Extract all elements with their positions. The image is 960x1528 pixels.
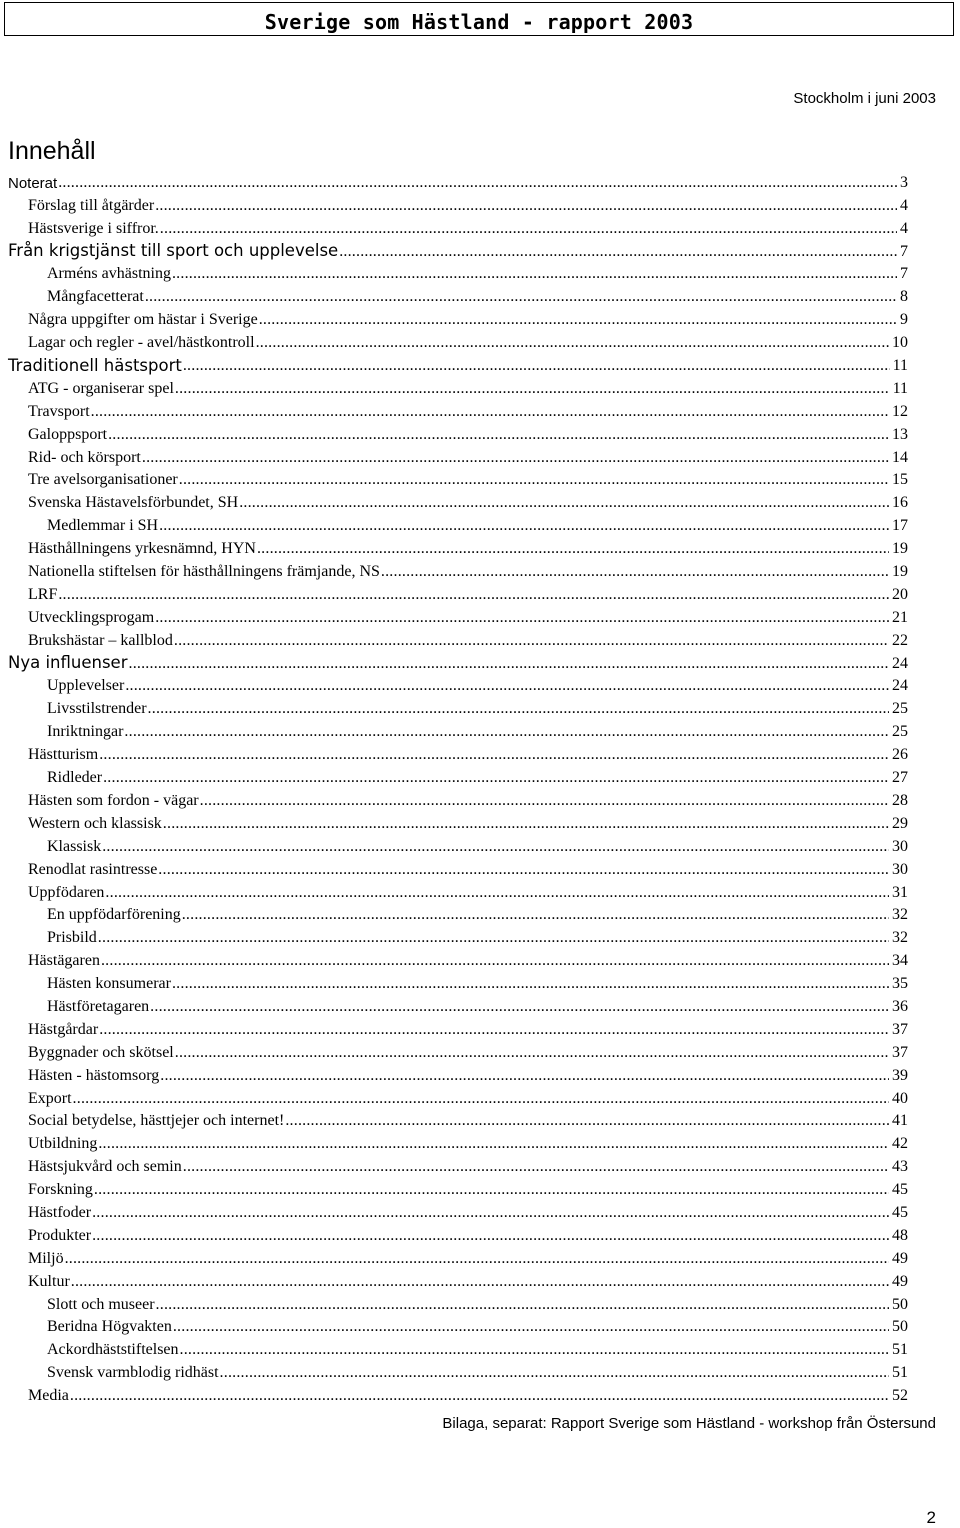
toc-entry[interactable] (8, 351, 908, 374)
toc-dot-leader (91, 404, 889, 420)
toc-entry-page: 29 (892, 814, 908, 832)
toc-entry-page: 42 (892, 1135, 908, 1153)
toc-entry-page: 21 (892, 608, 908, 626)
toc-dot-leader (58, 175, 897, 191)
toc-entry-label: Utvecklingsprogam (28, 608, 155, 626)
toc-entry[interactable] (8, 1381, 908, 1404)
toc-dot-leader (158, 862, 889, 878)
appendix-note: Bilaga, separat: Rapport Sverige som Hästland - workshop från Östersund (442, 1415, 936, 1432)
toc-dot-leader (257, 541, 889, 557)
toc-dot-leader (381, 564, 889, 580)
toc-entry-page: 7 (900, 265, 908, 283)
toc-entry-label: Utbildning (28, 1135, 98, 1153)
toc-entry[interactable] (8, 534, 908, 557)
toc-dot-leader (155, 198, 897, 214)
toc-entry-page: 19 (892, 540, 908, 558)
toc-entry-label: Medlemmar i SH (47, 517, 159, 535)
toc-dot-leader (172, 976, 889, 992)
toc-entry-page: 16 (892, 494, 908, 512)
toc-entry[interactable] (8, 1335, 908, 1358)
toc-entry-page: 39 (892, 1066, 908, 1084)
toc-dot-leader (160, 221, 897, 237)
toc-entry-page: 32 (892, 906, 908, 924)
toc-entry-label: Forskning (28, 1181, 93, 1199)
toc-entry[interactable] (8, 237, 908, 260)
toc-entry-page: 31 (892, 883, 908, 901)
toc-entry[interactable] (8, 855, 908, 878)
table-of-contents (8, 168, 908, 1404)
toc-entry-page: 28 (892, 791, 908, 809)
toc-entry-label: Hästturism (28, 746, 99, 764)
toc-dot-leader (70, 1388, 889, 1404)
toc-entry-label: Uppfödaren (28, 883, 105, 901)
toc-entry-label: Ridleder (47, 769, 103, 787)
toc-entry[interactable] (8, 374, 908, 397)
toc-entry[interactable] (8, 740, 908, 763)
toc-entry-label: Galoppsport (28, 425, 108, 443)
toc-dot-leader (99, 1022, 889, 1038)
toc-entry[interactable] (8, 260, 908, 283)
toc-entry-label: Miljö (28, 1249, 64, 1267)
toc-entry-label: Hästgårdar (28, 1020, 99, 1038)
toc-entry[interactable] (8, 603, 908, 626)
page-number: 2 (926, 1508, 936, 1527)
toc-entry-label: Traditionell hästsport (8, 355, 182, 375)
toc-entry[interactable] (8, 1244, 908, 1267)
toc-entry-label: Hästen som fordon - vägar (28, 791, 199, 809)
toc-entry-page: 48 (892, 1226, 908, 1244)
toc-entry[interactable] (8, 1198, 908, 1221)
toc-dot-leader (125, 678, 889, 694)
toc-dot-leader (129, 656, 890, 672)
toc-entry[interactable] (8, 1152, 908, 1175)
toc-entry-label: LRF (28, 585, 58, 603)
toc-entry-label: Social betydelse, hästtjejer och internet! (28, 1112, 285, 1130)
toc-entry-label: Hästhållningens yrkesnämnd, HYN (28, 540, 256, 558)
toc-entry-page: 15 (892, 471, 908, 489)
toc-entry[interactable] (8, 1061, 908, 1084)
toc-entry-page: 50 (892, 1295, 908, 1313)
toc-dot-leader (256, 335, 889, 351)
toc-dot-leader (73, 1091, 889, 1107)
toc-entry-page: 17 (892, 517, 908, 535)
toc-entry-page: 8 (900, 288, 908, 306)
toc-entry-label: Prisbild (47, 929, 97, 947)
toc-dot-leader (155, 610, 889, 626)
place-date: Stockholm i juni 2003 (793, 90, 936, 107)
toc-entry[interactable] (8, 992, 908, 1015)
toc-entry-page: 13 (892, 425, 908, 443)
toc-dot-leader (98, 930, 889, 946)
toc-entry[interactable] (8, 626, 908, 649)
toc-entry-label: Ackordhäststiftelsen (47, 1341, 179, 1359)
toc-entry-label: ATG - organiserar spel (28, 379, 174, 397)
toc-entry-label: Mångfacetterat (47, 288, 144, 306)
toc-dot-leader (108, 427, 889, 443)
toc-entry-label: Hästföretagaren (47, 997, 150, 1015)
toc-dot-leader (183, 1159, 889, 1175)
toc-entry[interactable] (8, 420, 908, 443)
toc-entry-page: 34 (892, 952, 908, 970)
toc-entry[interactable] (8, 1107, 908, 1130)
toc-entry-label: Upplevelser (47, 677, 125, 695)
toc-dot-leader (172, 266, 897, 282)
toc-dot-leader (179, 472, 889, 488)
toc-entry[interactable] (8, 1038, 908, 1061)
toc-entry-page: 37 (892, 1020, 908, 1038)
toc-entry[interactable] (8, 809, 908, 832)
toc-entry-page: 11 (892, 357, 908, 375)
toc-dot-leader (200, 793, 889, 809)
toc-entry-label: Media (28, 1387, 69, 1405)
toc-entry[interactable] (8, 946, 908, 969)
header-box (4, 2, 954, 36)
toc-entry[interactable] (8, 168, 908, 191)
toc-entry-page: 26 (892, 746, 908, 764)
toc-dot-leader (145, 289, 897, 305)
toc-entry[interactable] (8, 1313, 908, 1336)
toc-entry[interactable] (8, 282, 908, 305)
toc-entry-page: 49 (892, 1249, 908, 1267)
toc-entry-label: Hästägaren (28, 952, 100, 970)
toc-entry-page: 32 (892, 929, 908, 947)
toc-entry-label: Nya influenser (8, 653, 128, 673)
toc-entry[interactable] (8, 328, 908, 351)
toc-entry-page: 36 (892, 997, 908, 1015)
toc-entry[interactable] (8, 1084, 908, 1107)
toc-entry-label: Inriktningar (47, 723, 124, 741)
document-title: Sverige som Hästland - rapport 2003 (264, 10, 694, 34)
toc-entry[interactable] (8, 1290, 908, 1313)
toc-entry-label: En uppfödarförening (47, 906, 181, 924)
toc-entry[interactable] (8, 901, 908, 924)
toc-entry-label: Lagar och regler - avel/hästkontroll (28, 334, 255, 352)
toc-entry-label: Hästsverige i siffror. (28, 219, 159, 237)
toc-entry-label: Hästen konsumerar (47, 975, 171, 993)
toc-entry-page: 45 (892, 1181, 908, 1199)
toc-entry-label: Beridna Högvakten (47, 1318, 172, 1336)
toc-entry-label: Western och klassisk (28, 814, 162, 832)
toc-entry[interactable] (8, 1129, 908, 1152)
toc-entry-page: 45 (892, 1203, 908, 1221)
toc-entry[interactable] (8, 443, 908, 466)
toc-dot-leader (71, 1274, 889, 1290)
toc-entry[interactable] (8, 511, 908, 534)
toc-dot-leader (285, 1113, 889, 1129)
toc-entry-page: 10 (892, 334, 908, 352)
toc-dot-leader (124, 724, 889, 740)
toc-entry-page: 30 (892, 837, 908, 855)
toc-entry-label: Travsport (28, 402, 90, 420)
toc-entry-page: 11 (892, 379, 908, 397)
toc-dot-leader (182, 907, 889, 923)
toc-entry[interactable] (8, 878, 908, 901)
toc-entry[interactable] (8, 923, 908, 946)
toc-entry[interactable] (8, 786, 908, 809)
toc-entry-page: 7 (900, 242, 908, 260)
toc-entry-page: 9 (900, 311, 908, 329)
toc-entry-label: Tre avelsorganisationer (28, 471, 178, 489)
toc-entry[interactable] (8, 832, 908, 855)
toc-entry-page: 51 (892, 1364, 908, 1382)
toc-entry[interactable] (8, 717, 908, 740)
toc-entry-label: Brukshästar – kallblod (28, 631, 173, 649)
toc-entry-page: 52 (892, 1387, 908, 1405)
toc-dot-leader (175, 1045, 889, 1061)
toc-entry-label: Svensk varmblodig ridhäst (47, 1364, 219, 1382)
toc-dot-leader (180, 1342, 889, 1358)
toc-entry-page: 4 (900, 219, 908, 237)
toc-entry[interactable] (8, 466, 908, 489)
toc-entry[interactable] (8, 214, 908, 237)
toc-entry-label: Renodlat rasintresse (28, 860, 158, 878)
toc-entry-page: 22 (892, 631, 908, 649)
toc-dot-leader (239, 495, 889, 511)
toc-dot-leader (175, 381, 890, 397)
toc-dot-leader (183, 358, 890, 374)
toc-entry-label: Produkter (28, 1226, 92, 1244)
toc-entry[interactable] (8, 694, 908, 717)
toc-entry[interactable] (8, 672, 908, 695)
toc-entry-label: Några uppgifter om hästar i Sverige (28, 311, 258, 329)
toc-dot-leader (259, 312, 897, 328)
toc-entry-label: Export (28, 1089, 72, 1107)
toc-entry-page: 4 (900, 196, 908, 214)
toc-entry-page: 19 (892, 563, 908, 581)
toc-entry-label: Noterat (8, 174, 58, 192)
toc-dot-leader (102, 839, 889, 855)
toc-entry[interactable] (8, 649, 908, 672)
toc-dot-leader (163, 816, 889, 832)
toc-entry-page: 14 (892, 448, 908, 466)
toc-entry[interactable] (8, 191, 908, 214)
toc-entry[interactable] (8, 1221, 908, 1244)
toc-entry-page: 49 (892, 1272, 908, 1290)
toc-entry[interactable] (8, 488, 908, 511)
toc-dot-leader (220, 1365, 889, 1381)
toc-dot-leader (174, 633, 889, 649)
toc-entry-label: Kultur (28, 1272, 70, 1290)
toc-entry[interactable] (8, 397, 908, 420)
toc-entry-page: 30 (892, 860, 908, 878)
toc-entry-page: 25 (892, 723, 908, 741)
toc-entry-page: 51 (892, 1341, 908, 1359)
toc-entry-label: Byggnader och skötsel (28, 1043, 174, 1061)
toc-dot-leader (58, 587, 889, 603)
toc-dot-leader (173, 1319, 889, 1335)
toc-entry-label: Rid- och körsport (28, 448, 141, 466)
toc-dot-leader (92, 1228, 889, 1244)
toc-entry[interactable] (8, 1267, 908, 1290)
toc-dot-leader (65, 1251, 889, 1267)
toc-dot-leader (159, 518, 889, 534)
toc-entry-label: Hästen - hästomsorg (28, 1066, 160, 1084)
toc-dot-leader (160, 1068, 889, 1084)
toc-entry-label: Hästsjukvård och semin (28, 1158, 182, 1176)
toc-dot-leader (101, 953, 889, 969)
toc-entry-page: 3 (900, 173, 908, 191)
toc-entry-label: Svenska Hästavelsförbundet, SH (28, 494, 239, 512)
toc-entry-label: Slott och museer (47, 1295, 155, 1313)
toc-entry-page: 50 (892, 1318, 908, 1336)
toc-entry-page: 27 (892, 769, 908, 787)
toc-dot-leader (148, 701, 889, 717)
toc-entry-page: 25 (892, 700, 908, 718)
toc-entry-page: 43 (892, 1158, 908, 1176)
toc-entry[interactable] (8, 557, 908, 580)
toc-entry-label: Hästfoder (28, 1203, 92, 1221)
toc-dot-leader (103, 770, 889, 786)
toc-entry-page: 20 (892, 585, 908, 603)
toc-entry[interactable] (8, 763, 908, 786)
toc-entry-label: Klassisk (47, 837, 102, 855)
toc-entry-page: 37 (892, 1043, 908, 1061)
toc-dot-leader (156, 1297, 889, 1313)
toc-dot-leader (339, 244, 897, 260)
toc-dot-leader (92, 1205, 889, 1221)
toc-entry-label: Arméns avhästning (47, 265, 171, 283)
toc-entry-page: 41 (892, 1112, 908, 1130)
toc-entry[interactable] (8, 969, 908, 992)
toc-entry[interactable] (8, 1015, 908, 1038)
toc-entry-page: 35 (892, 975, 908, 993)
toc-entry-page: 24 (892, 654, 908, 672)
toc-entry-label: Från krigstjänst till sport och upplevelse (8, 241, 339, 261)
toc-entry[interactable] (8, 1175, 908, 1198)
toc-dot-leader (105, 885, 889, 901)
toc-entry[interactable] (8, 580, 908, 603)
toc-entry[interactable] (8, 1358, 908, 1381)
toc-entry-label: Nationella stiftelsen för hästhållningens främjande, NS (28, 563, 380, 581)
toc-dot-leader (99, 747, 889, 763)
toc-heading: Innehåll (8, 137, 96, 165)
toc-entry-page: 12 (892, 402, 908, 420)
toc-dot-leader (142, 450, 889, 466)
toc-entry-label: Livsstilstrender (47, 700, 147, 718)
toc-entry-page: 24 (892, 677, 908, 695)
toc-dot-leader (98, 1136, 889, 1152)
toc-entry-label: Förslag till åtgärder (28, 196, 155, 214)
toc-entry[interactable] (8, 305, 908, 328)
toc-dot-leader (150, 999, 889, 1015)
toc-dot-leader (94, 1182, 889, 1198)
toc-entry-page: 40 (892, 1089, 908, 1107)
